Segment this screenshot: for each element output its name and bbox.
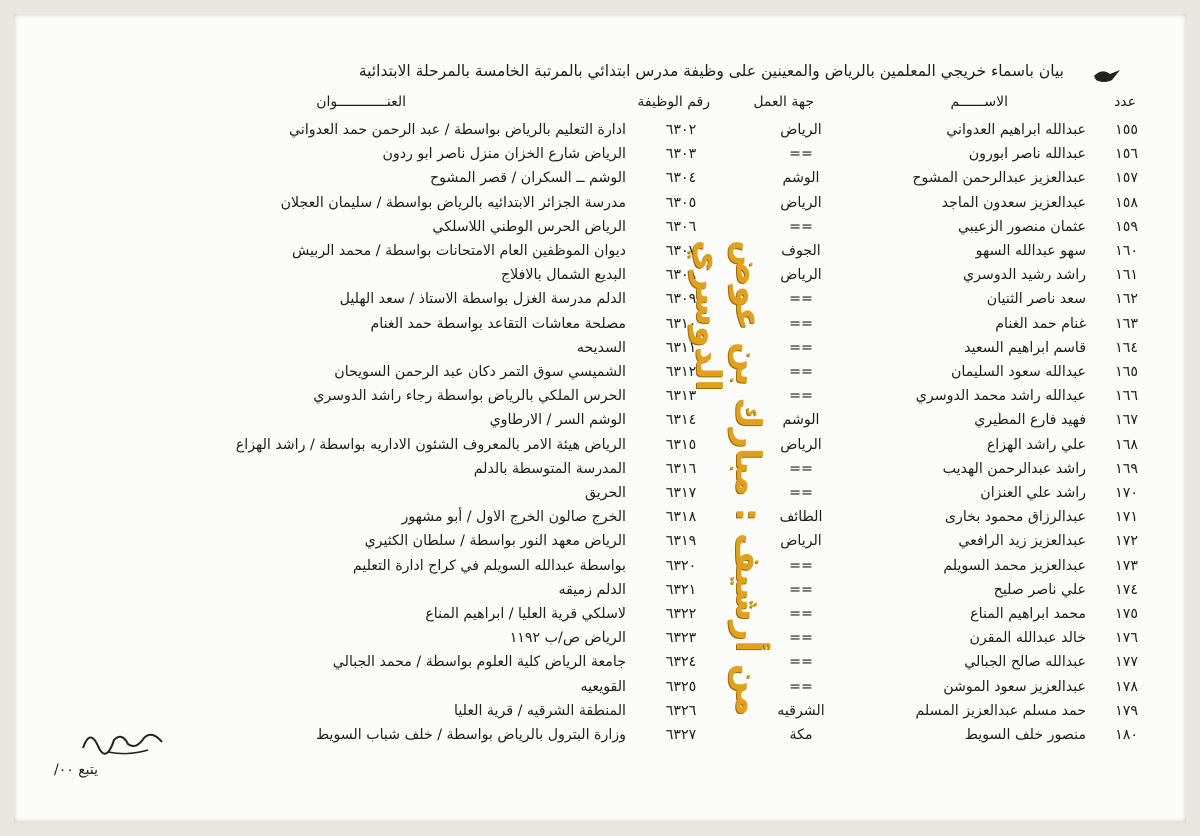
row-authority: == [789,606,813,622]
row-job-number: ٦٣٠٥ [665,194,697,211]
row-authority: الشرقيه [777,702,825,719]
row-name: علي راشد الهزاع [986,436,1086,453]
row-address: الدلم زميقه [558,581,626,598]
row-number: ١٦٨ [1115,436,1138,453]
row-authority: الرياض [780,533,822,550]
row-number: ١٧٢ [1115,533,1138,550]
header-job-number: رقم الوظيفة [637,94,710,110]
table-row [14,606,1186,629]
row-address: وزارة البترول بالرياض بواسطة / خلف شباب السويط [316,727,626,743]
row-authority: الطائف [779,509,823,526]
row-name: سعد ناصر الثنيان [986,291,1086,308]
table-row [14,243,1186,266]
row-number: ١٨٠ [1115,727,1138,743]
row-address: البديع الشمال بالافلاج [500,267,626,284]
table-row [14,195,1186,218]
table-row [14,340,1186,363]
table-row [14,558,1186,581]
row-authority: الوشم [782,170,820,187]
archive-watermark: من أرشيف : مبارك بن عوض الدوسري [688,240,768,716]
row-name: عبدالله راشد محمد الدوسري [915,388,1086,405]
row-number: ١٥٩ [1115,218,1138,235]
table-row [14,461,1186,484]
row-job-number: ٦٣٠٢ [665,122,697,138]
row-name: عثمان منصور الزعيبي [957,218,1086,235]
row-address: الخرج صالون الخرج الاول / أبو مشهور [401,509,626,526]
table-row [14,509,1186,532]
row-authority: == [789,557,813,574]
row-address: الرياض معهد النور بواسطة / سلطان الكثيري [364,533,626,550]
row-job-number: ٦٣١٩ [665,533,697,550]
row-job-number: ٦٣٠٣ [665,146,697,163]
row-number: ١٧٤ [1115,581,1138,598]
row-job-number: ٦٣٢٦ [665,702,697,719]
table-row [14,219,1186,242]
row-authority: الجوف [781,243,821,259]
row-name: عبدالله سعود السليمان [950,364,1086,380]
table-row [14,170,1186,193]
row-job-number: ٦٣١١ [665,339,697,356]
header-name: الاســــــم [950,94,1008,110]
row-name: عبدالله صالح الجبالي [964,654,1086,671]
row-number: ١٦٥ [1115,364,1138,380]
row-name: عبدالله ابراهيم العدواني [946,122,1086,138]
row-job-number: ٦٣١٣ [665,388,697,405]
row-address: ادارة التعليم بالرياض بواسطة / عبد الرحمن حمد العدواني [289,122,626,138]
row-job-number: ٦٣١٧ [665,485,697,501]
row-job-number: ٦٣٢٣ [665,630,697,647]
row-job-number: ٦٣١٨ [665,509,697,526]
row-name: حمد مسلم عبدالعزيز المسلم [915,702,1086,719]
table-row [14,267,1186,290]
row-address: بواسطة عبدالله السويلم في كراج ادارة التعليم [352,557,626,574]
row-authority: == [789,315,813,332]
row-number: ١٦٢ [1115,291,1138,308]
row-job-number: ٦٣٢٥ [665,678,697,695]
row-address: لاسلكي قرية العليا / ابراهيم المناع [425,606,626,622]
table-row [14,703,1186,726]
row-name: عبدالعزيز سعدون الماجد [941,194,1086,211]
row-address: الحرس الملكي بالرياض بواسطة رجاء راشد الدوسري [313,388,626,405]
row-address: الرياض الحرس الوطني اللاسلكي [432,218,626,235]
row-authority: == [789,485,813,501]
table-row [14,388,1186,411]
row-name: عبدالرزاق محمود بخارى [944,509,1086,526]
table-row [14,654,1186,677]
table-row [14,316,1186,339]
row-address: المدرسة المتوسطة بالدلم [473,460,626,477]
row-address: المنطقة الشرقيه / قرية العليا [454,702,626,719]
row-address: الوشم ــ السكران / قصر المشوح [429,170,626,187]
row-job-number: ٦٣١٤ [665,412,697,429]
row-authority: الرياض [780,194,822,211]
row-job-number: ٦٣٠٤ [665,170,697,187]
row-name: منصور خلف السويط [964,727,1086,743]
row-number: ١٦٠ [1115,243,1138,259]
row-authority: == [789,291,813,308]
table-row [14,679,1186,702]
row-authority: == [789,654,813,671]
row-name: راشد عبدالرحمن الهديب [942,460,1086,477]
row-name: عبدالله ناصر ابورون [968,146,1086,163]
row-authority: == [789,460,813,477]
row-number: ١٧٣ [1115,557,1138,574]
row-address: الحريق [584,485,626,501]
row-authority: == [789,630,813,647]
row-address: الدلم مدرسة الغزل بواسطة الاستاذ / سعد الهليل [339,291,626,308]
row-address: ديوان الموظفين العام الامتحانات بواسطة / محمد الربيش [291,243,626,259]
row-name: علي ناصر صليح [993,581,1086,598]
signature-icon [78,720,168,760]
row-address: الرياض هيئة الامر بالمعروف الشئون الاداريه بواسطة / راشد الهزاع [235,436,626,453]
row-number: ١٦٣ [1115,315,1138,332]
document-page [14,14,1186,822]
continued-note: يتبع ٠٠/ [54,762,99,778]
row-authority: مكة [789,727,813,743]
row-number: ١٧٨ [1115,678,1138,695]
row-name: عبدالعزيز سعود الموشن [943,678,1086,695]
corner-mark-icon [1092,64,1122,88]
row-job-number: ٦٣١٦ [665,460,697,477]
row-number: ١٥٧ [1115,170,1138,187]
row-authority: الوشم [782,412,820,429]
document-title: بيان باسماء خريجي المعلمين بالرياض والمعينين على وظيفة مدرس ابتدائي بالمرتبة الخامسة بالمرحلة الابتدائية [358,62,1064,80]
row-authority: == [789,388,813,405]
row-address: مدرسة الجزائر الابتدائيه بالرياض بواسطة / سليمان العجلان [280,194,626,211]
row-authority: الرياض [780,122,822,138]
row-number: ١٥٨ [1115,194,1138,211]
row-number: ١٦١ [1115,267,1138,284]
table-row [14,533,1186,556]
row-number: ١٥٥ [1115,122,1138,138]
table-row [14,630,1186,653]
row-name: عبدالعزيز محمد السويلم [943,557,1086,574]
table-row [14,437,1186,460]
row-job-number: ٦٣٢٢ [665,606,697,622]
row-job-number: ٦٣١٥ [665,436,697,453]
row-name: غنام حمد الغنام [995,315,1086,332]
row-job-number: ٦٣٢٤ [665,654,697,671]
row-job-number: ٦٣١٢ [665,364,697,380]
row-number: ١٦٤ [1115,339,1138,356]
table-row [14,364,1186,387]
row-job-number: ٦٣٢٠ [665,557,697,574]
row-job-number: ٦٣٠٧ [665,243,697,259]
table-row [14,146,1186,169]
row-job-number: ٦٣٢٧ [665,727,697,743]
row-number: ١٧٠ [1115,485,1138,501]
row-number: ١٧٧ [1115,654,1138,671]
row-name: قاسم ابراهيم السعيد [964,339,1086,356]
row-authority: == [789,146,813,163]
row-number: ١٧١ [1115,509,1138,526]
table-row [14,122,1186,145]
row-name: خالد عبدالله المقرن [969,630,1086,647]
header-number: عدد [1114,94,1136,110]
row-authority: == [789,339,813,356]
row-number: ١٧٥ [1115,606,1138,622]
table-row [14,291,1186,314]
row-authority: الرياض [780,436,822,453]
row-authority: الرياض [780,267,822,284]
row-name: عبدالعزيز زيد الرافعي [958,533,1086,550]
row-authority: == [789,364,813,380]
row-number: ١٧٦ [1115,630,1138,647]
row-address: الرياض شارع الخزان منزل ناصر ابو ردون [382,146,626,163]
row-name: سهو عبدالله السهو [975,243,1086,259]
table-row [14,412,1186,435]
row-name: محمد ابراهيم المناع [970,606,1086,622]
row-name: فهيد فارع المطيري [974,412,1086,429]
row-number: ١٦٦ [1115,388,1138,405]
row-number: ١٥٦ [1115,146,1138,163]
row-job-number: ٦٣٠٦ [665,218,697,235]
row-number: ١٦٧ [1115,412,1138,429]
row-job-number: ٦٣٠٨ [665,267,697,284]
row-authority: == [789,581,813,598]
row-address: الرياض ص/ب ١١٩٢ [509,630,626,647]
row-job-number: ٦٣١٠ [665,315,697,332]
row-number: ١٦٩ [1115,460,1138,477]
table-row [14,582,1186,605]
row-address: القويعيه [580,678,626,695]
header-address: العنــــــــــــوان [316,94,406,110]
row-name: عبدالعزيز عبدالرحمن المشوح [912,170,1086,187]
row-address: مصلحة معاشات التقاعد بواسطة حمد الغنام [370,315,626,332]
row-name: راشد رشيد الدوسري [963,267,1086,284]
row-job-number: ٦٣٢١ [665,581,697,598]
header-authority: جهة العمل [753,94,814,110]
row-name: راشد علي العنزان [980,485,1086,501]
row-address: الشميسي سوق التمر دكان عبد الرحمن السويحان [334,364,626,380]
row-address: السديحه [576,339,626,356]
row-authority: == [789,218,813,235]
table-row [14,727,1186,750]
row-job-number: ٦٣٠٩ [665,291,697,308]
table-row [14,485,1186,508]
row-address: الوشم السر / الارطاوي [489,412,626,429]
row-address: جامعة الرياض كلية العلوم بواسطة / محمد الجبالي [332,654,626,671]
row-authority: == [789,678,813,695]
row-number: ١٧٩ [1115,702,1138,719]
